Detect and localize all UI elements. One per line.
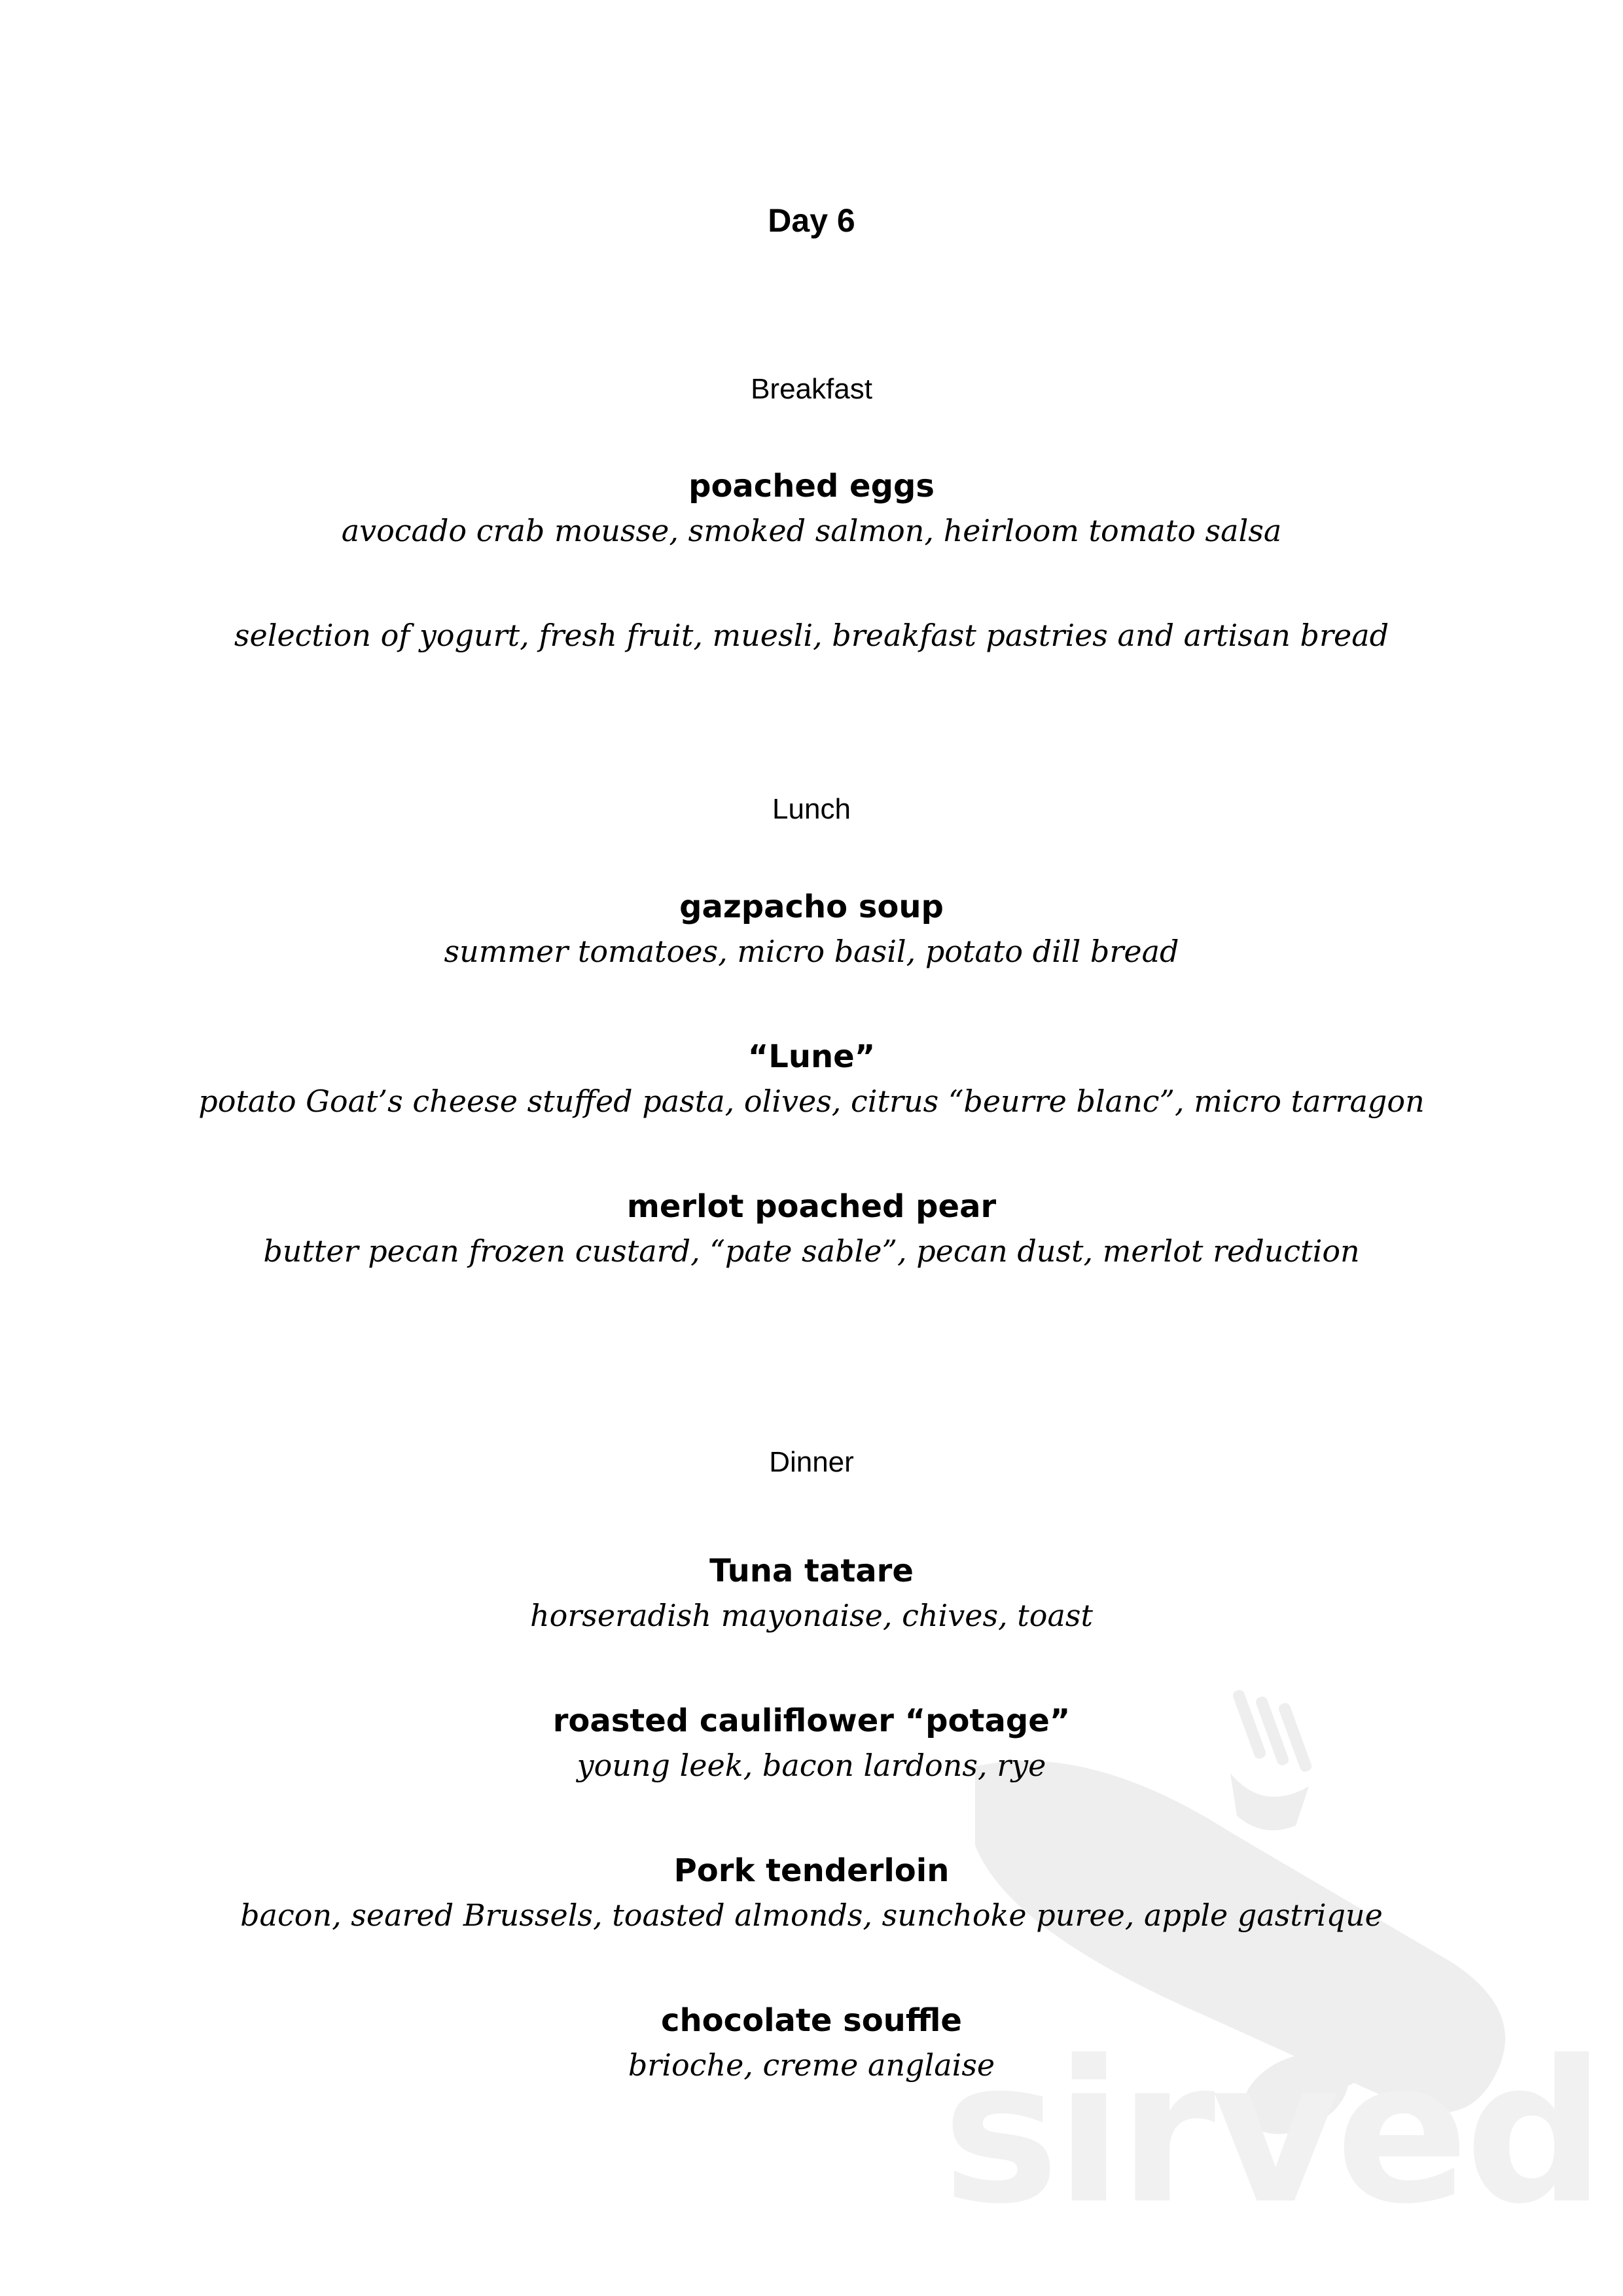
dish-name: merlot poached pear [626, 1188, 997, 1225]
dish-name: gazpacho soup [679, 889, 944, 925]
dish-name: Pork tenderloin [673, 1852, 950, 1889]
dish-description: summer tomatoes, micro basil, potato dill bread [444, 934, 1179, 969]
watermark-text: sirved [942, 2019, 1602, 2247]
dish-description: young leek, bacon lardons, rye [577, 1748, 1046, 1783]
dish-name: “Lune” [747, 1038, 876, 1075]
dish-name: Tuna tatare [709, 1553, 914, 1589]
page-title: Day 6 [768, 202, 855, 239]
dish-description: avocado crab mousse, smoked salmon, heirloom tomato salsa [341, 513, 1282, 548]
section-label-lunch: Lunch [772, 793, 851, 825]
dish-description: butter pecan frozen custard, “pate sable”, pecan dust, merlot reduction [263, 1233, 1360, 1269]
section-label-breakfast: Breakfast [751, 373, 872, 405]
dish-name: chocolate souffle [661, 2002, 962, 2039]
dish-description: horseradish mayonaise, chives, toast [530, 1598, 1093, 1633]
section-label-dinner: Dinner [769, 1446, 854, 1478]
dish-name: roasted cauliflower “potage” [552, 1703, 1071, 1739]
dish-description: potato Goat’s cheese stuffed pasta, olives, citrus “beurre blanc”, micro tarragon [198, 1084, 1425, 1119]
dish-description: brioche, creme anglaise [628, 2047, 995, 2083]
dish-description: selection of yogurt, fresh fruit, muesli, breakfast pastries and artisan bread [234, 618, 1389, 653]
dish-description: bacon, seared Brussels, toasted almonds, sunchoke puree, apple gastrique [240, 1898, 1383, 1933]
dish-name: poached eggs [688, 468, 935, 504]
